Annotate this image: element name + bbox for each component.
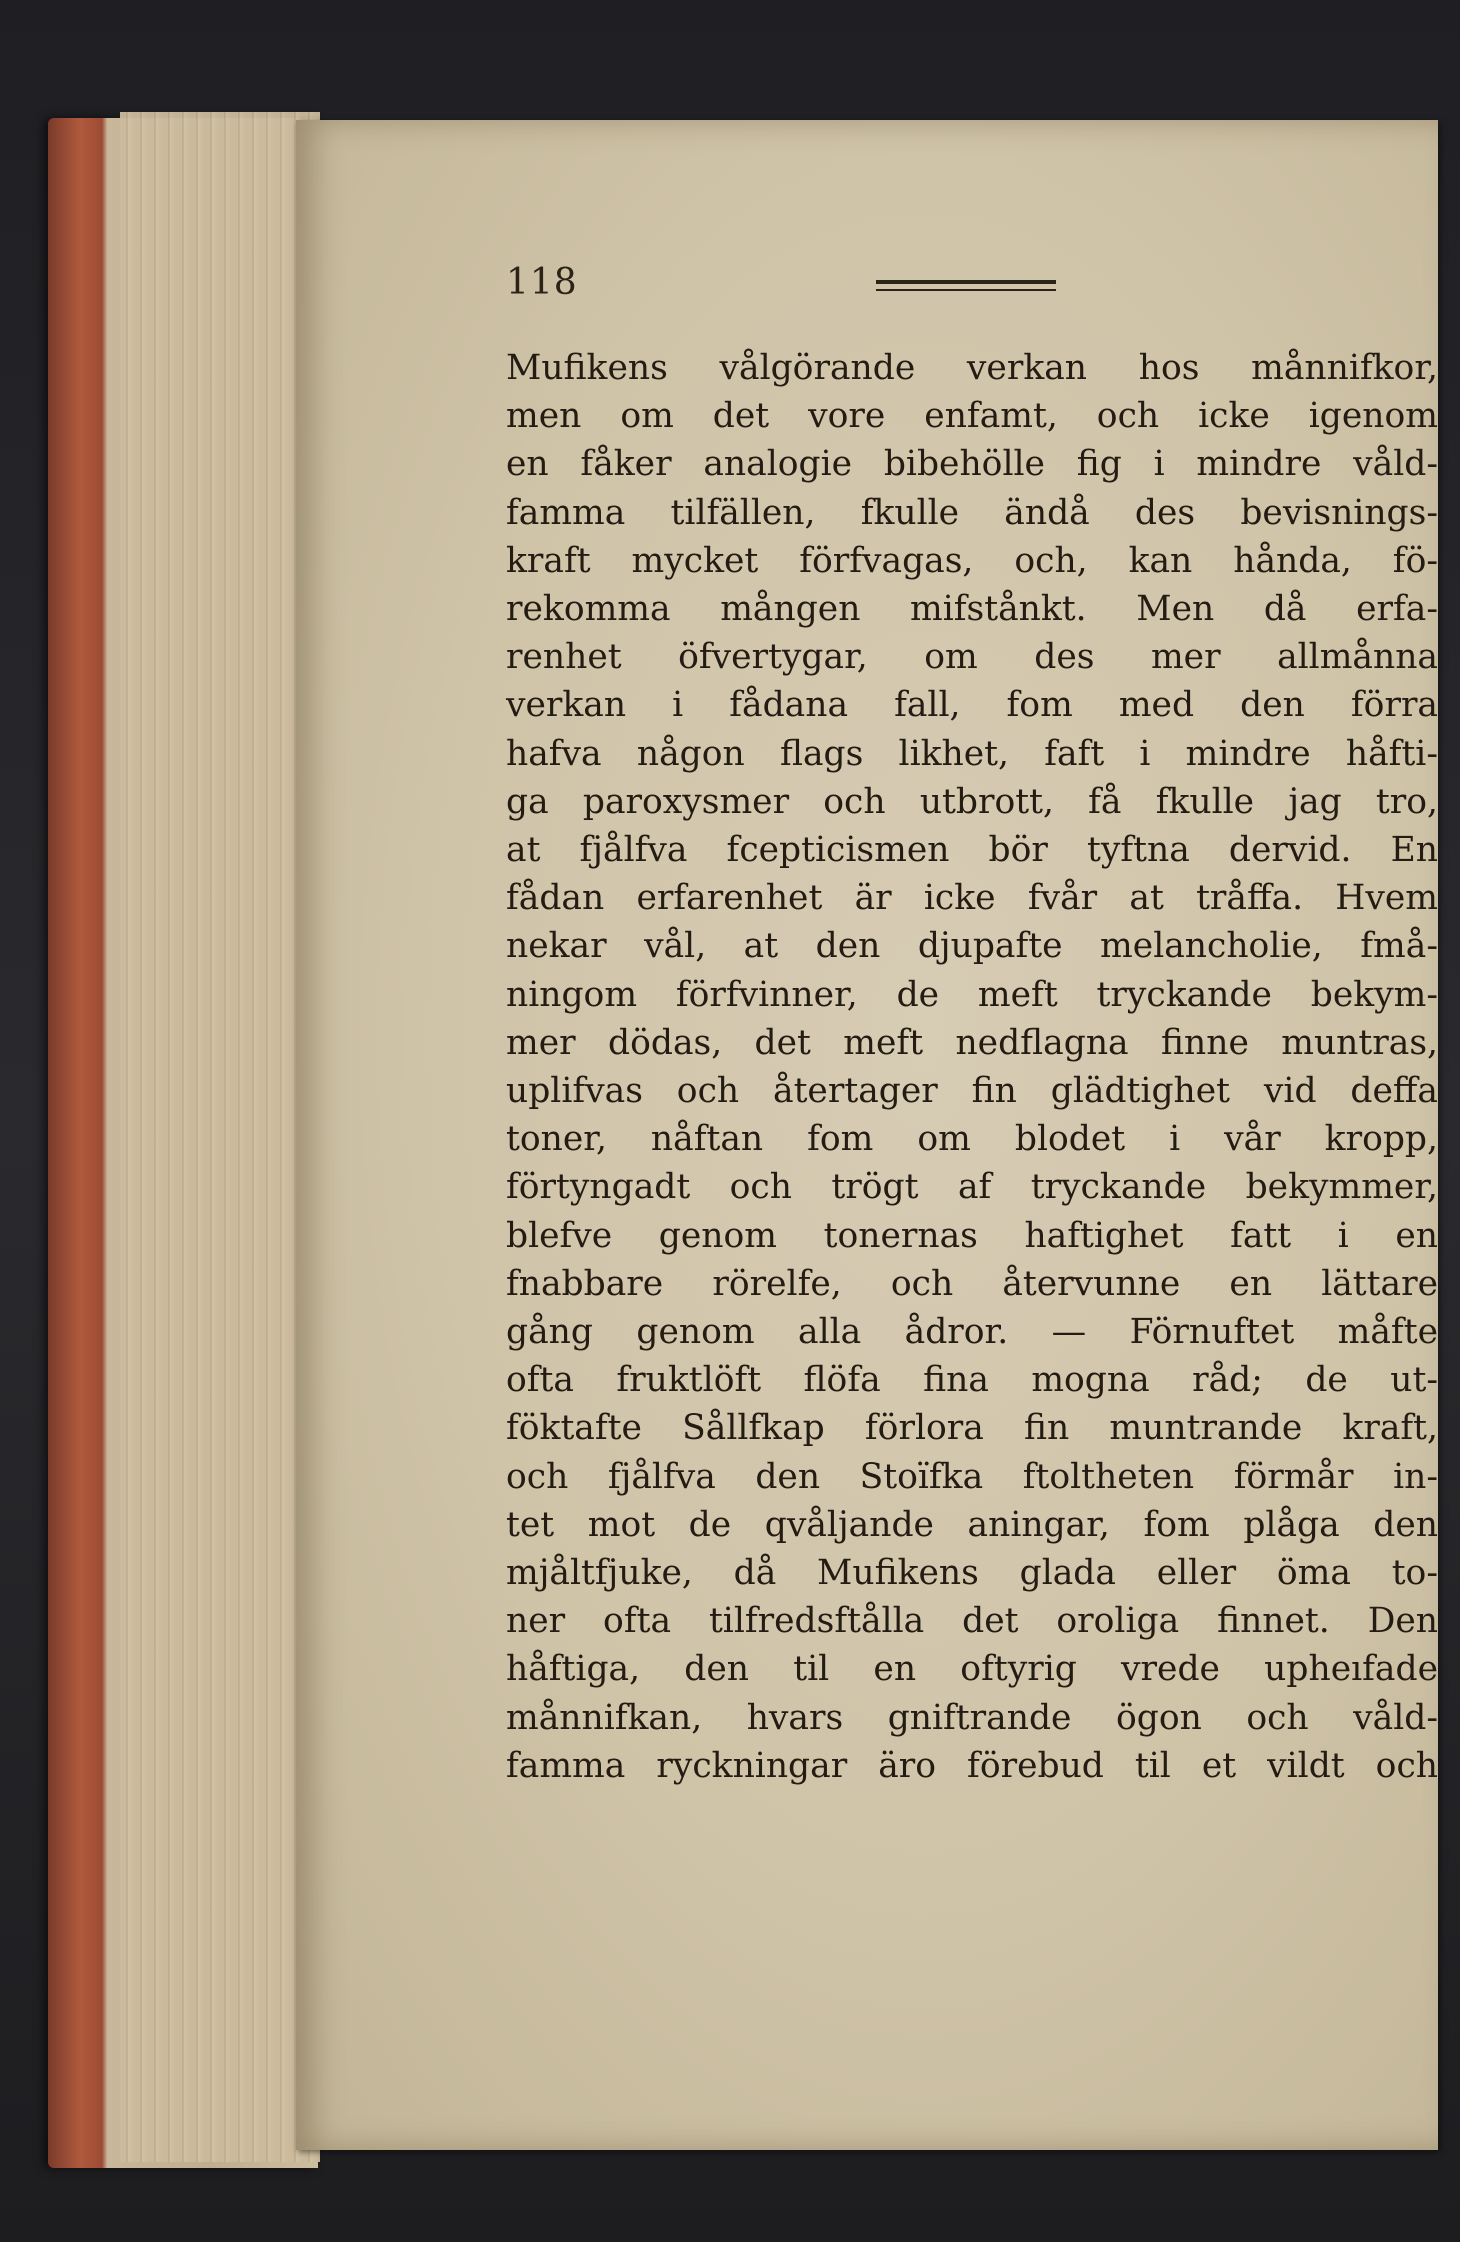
text-line: verkan i fådana fall, fom med den förra	[506, 685, 1438, 726]
text-line: rekomma mången mifstånkt. Men då erfa-	[506, 589, 1438, 630]
text-line: nekar vål, at den djupafte melancholie, fmå-	[506, 926, 1438, 967]
text-line: månnifkan, hvars gniftrande ögon och våld-	[506, 1697, 1438, 1738]
text-line: ner ofta tilfredsftålla det oroliga finnet. Den	[506, 1601, 1438, 1642]
header-rule	[876, 280, 1056, 284]
text-line: en fåker analogie bibehölle fig i mindre våld-	[506, 444, 1438, 485]
text-line: at fjålfva fcepticismen bör tyftna dervid. En	[506, 830, 1438, 871]
text-line: famma tilfällen, fkulle ändå des bevisnings-	[506, 492, 1438, 533]
body-text	[506, 344, 1438, 1790]
text-line: mjåltfjuke, då Mufikens glada eller öma to-	[506, 1553, 1438, 1594]
text-line: och fjålfva den Stoïfka ftoltheten förmår in-	[506, 1456, 1438, 1497]
text-line: men om det vore enfamt, och icke igenom	[506, 396, 1438, 437]
text-line: tet mot de qvåljande aningar, fom plåga den	[506, 1504, 1438, 1545]
text-line: mer dödas, det meft nedflagna finne muntras,	[506, 1022, 1438, 1063]
text-line: ningom förfvinner, de meft tryckande bekym-	[506, 974, 1438, 1015]
text-line: ga paroxysmer och utbrott, få fkulle jag tro,	[506, 781, 1438, 822]
text-line: fådan erfarenhet är icke fvår at tråffa. Hvem	[506, 878, 1438, 919]
text-line: Mufikens vålgörande verkan hos månnifkor,	[506, 348, 1438, 388]
page-header	[506, 262, 1066, 312]
page-leaves	[120, 112, 320, 2162]
text-line: kraft mycket förfvagas, och, kan hånda, fö-	[506, 540, 1438, 581]
text-line: renhet öfvertygar, om des mer allmånna	[506, 637, 1438, 678]
text-line: hafva någon flags likhet, faft i mindre håfti-	[506, 733, 1438, 774]
text-line: förtyngadt och trögt af tryckande bekymmer,	[506, 1167, 1438, 1208]
text-line: fnabbare rörelfe, och återvunne en lättare	[506, 1263, 1438, 1304]
text-line: famma ryckningar äro förebud til et vildt och	[506, 1745, 1438, 1786]
text-line: håftiga, den til en oftyrig vrede upheıfade	[506, 1649, 1438, 1690]
text-line: gång genom alla ådror. — Förnuftet måfte	[506, 1312, 1438, 1353]
text-line: blefve genom tonernas haftighet fatt i en	[506, 1215, 1438, 1256]
text-line: föktafte Sållfkap förlora fin muntrande kraft,	[506, 1408, 1438, 1449]
text-line: uplifvas och återtager fin glädtighet vid deffa	[506, 1071, 1438, 1112]
page-number: 118	[506, 262, 578, 303]
text-line: ofta fruktlöft flöfa fina mogna råd; de ut-	[506, 1360, 1438, 1401]
text-line: toner, nåftan fom om blodet i vår kropp,	[506, 1119, 1438, 1160]
